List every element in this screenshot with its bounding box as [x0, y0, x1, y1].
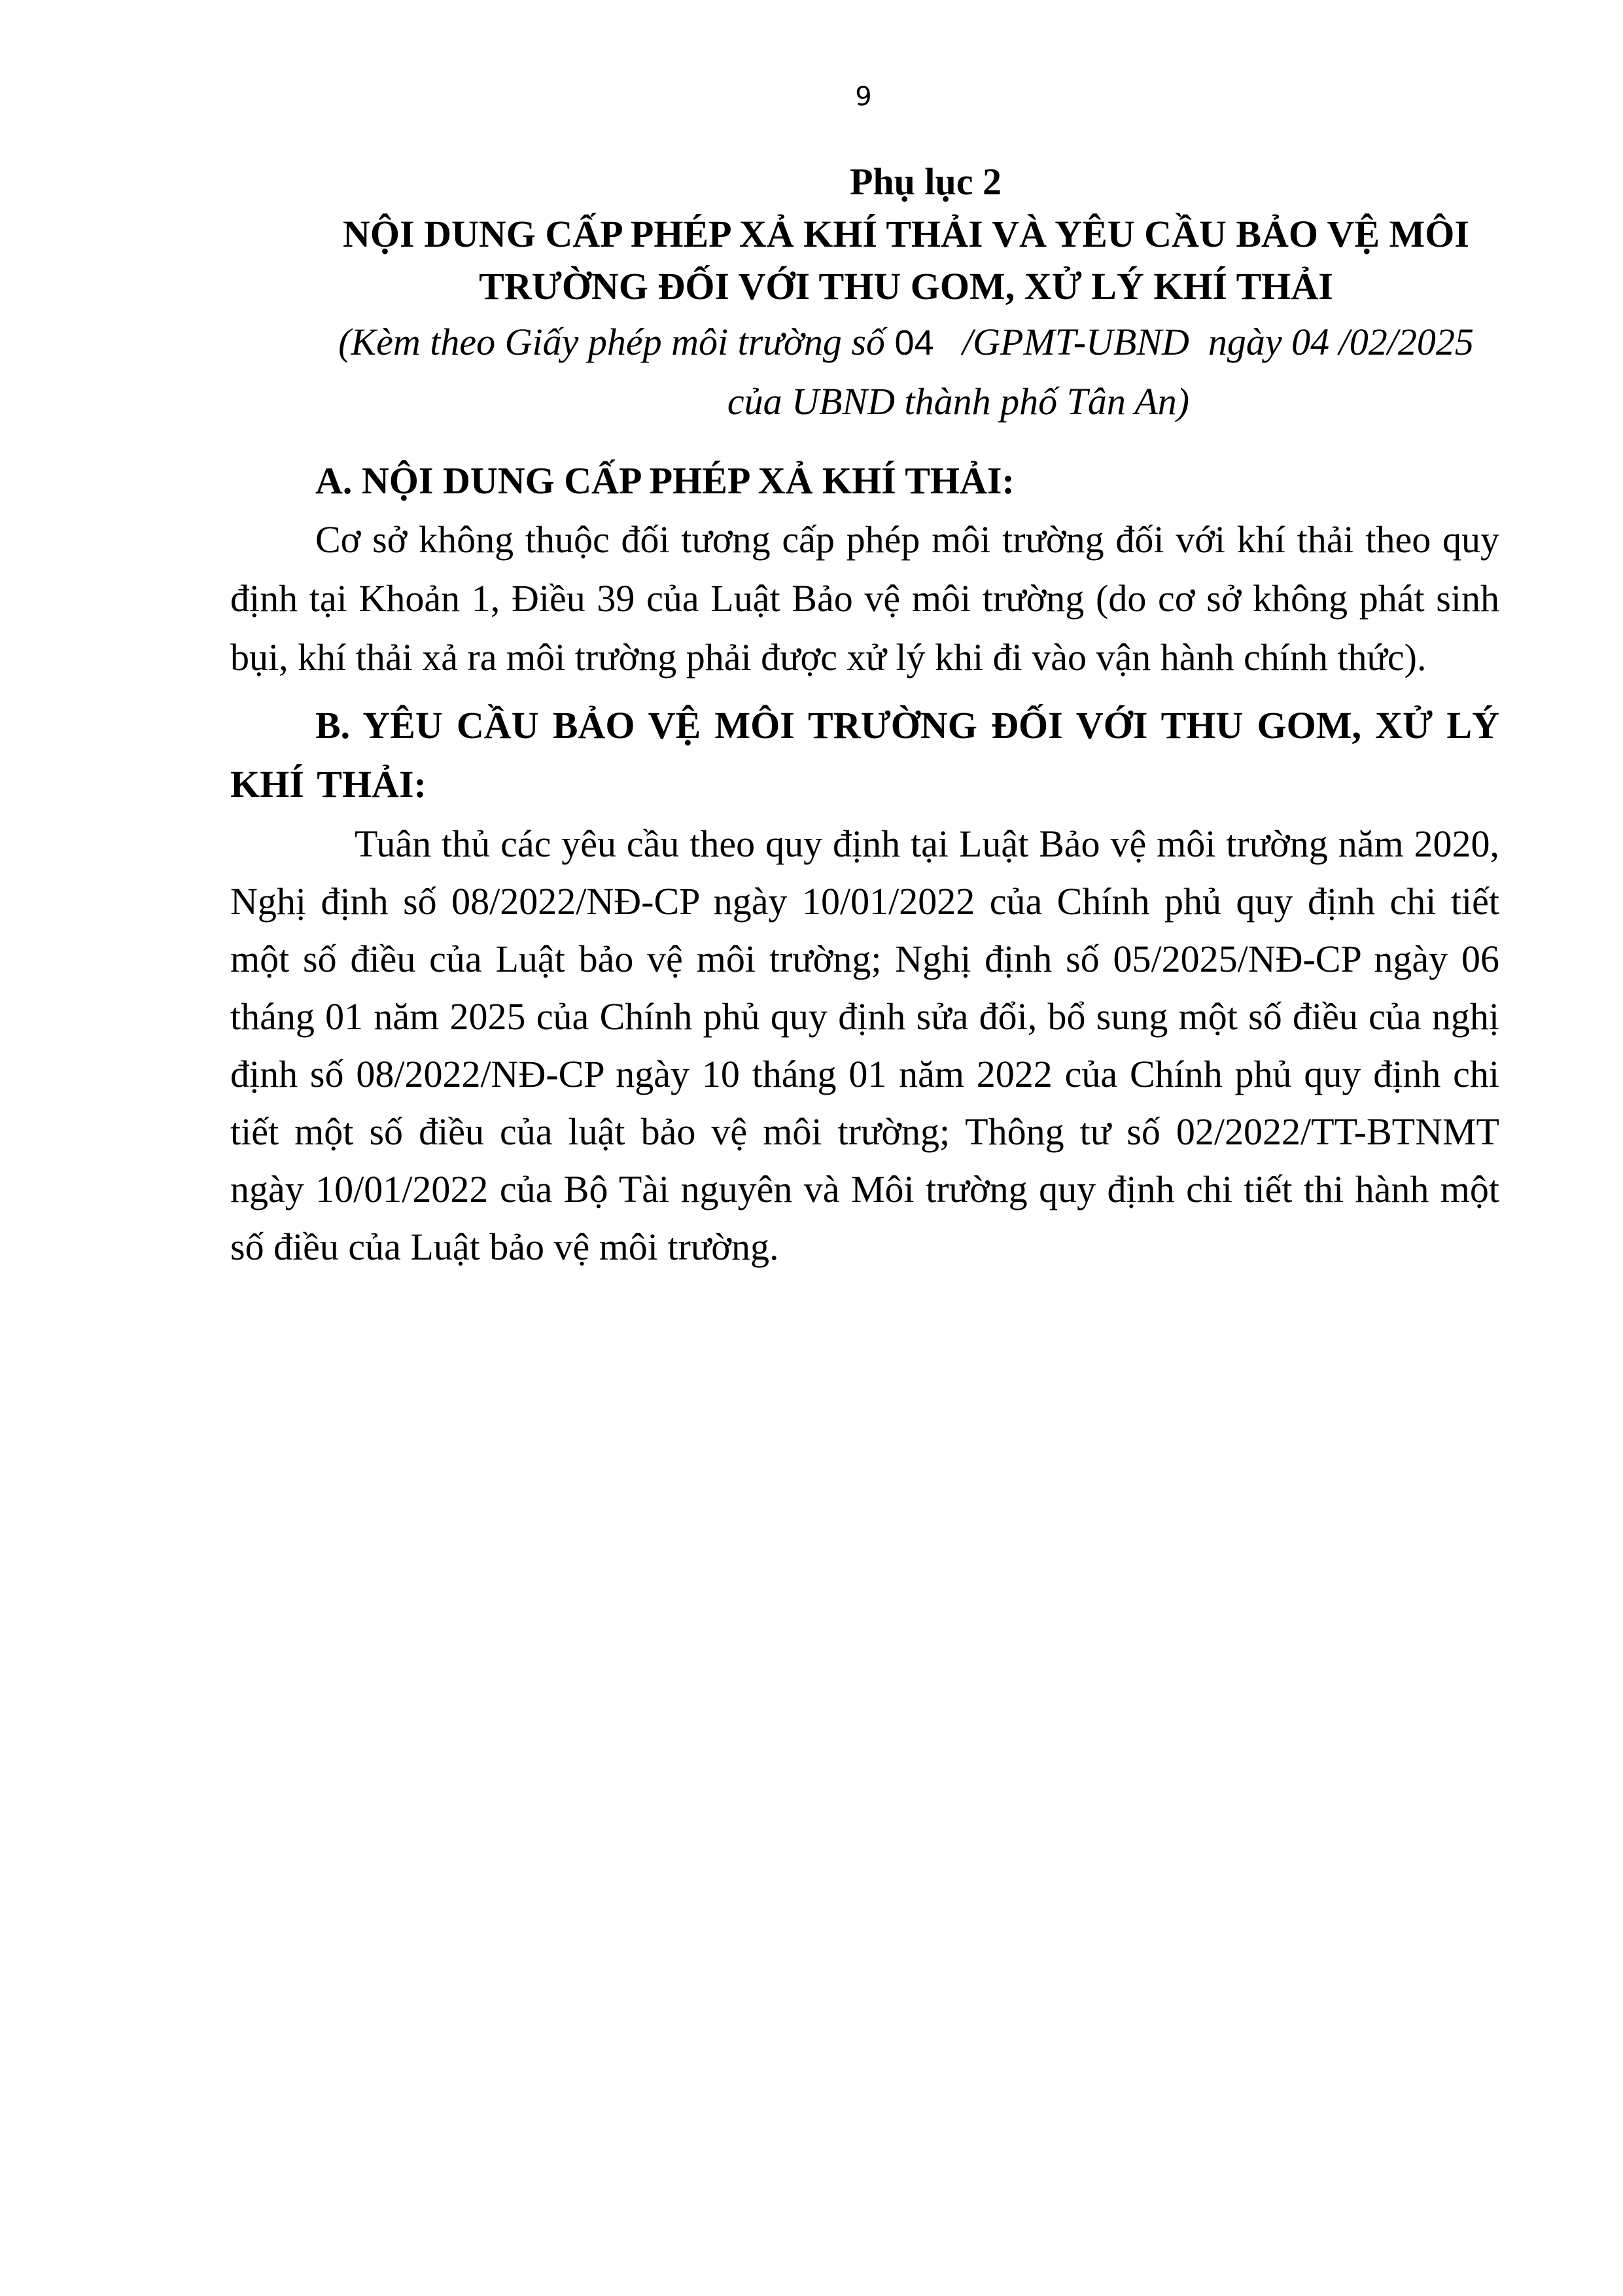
section-a-heading: A. NỘI DUNG CẤP PHÉP XẢ KHÍ THẢI: — [315, 459, 1015, 502]
appendix-header — [249, 156, 1563, 431]
subtitle-prefix: (Kèm theo Giấy phép môi trường số — [338, 321, 895, 363]
section-b-body: Tuân thủ các yêu cầu theo quy định tại Luật Bảo vệ môi trường năm 2020, Nghị định số 08/2022/NĐ-CP ngày 10/01/2022 của Chính phủ quy định chi tiết một số điều của Luật bảo vệ môi trường; Nghị định số 05/2025/NĐ-CP ngày 06 tháng 01 năm 2025 của Chính phủ quy định sửa đổi, bổ sung một số điều của nghị định số 08/2022/NĐ-CP ngày 10 tháng 01 năm 2022 của Chính phủ quy định chi tiết một số điều của luật bảo vệ môi trường; Thông tư số 02/2022/TT-BTNMT ngày 10/01/2022 của Bộ Tài nguyên và Môi trường quy định chi tiết thi hành một số điều của Luật bảo vệ môi trường. — [230, 822, 1499, 1268]
appendix-label: Phụ lục 2 — [849, 160, 1002, 203]
page-number: 9 — [855, 82, 872, 112]
section-a-body: Cơ sở không thuộc đối tương cấp phép môi trường đối với khí thải theo quy định tại Khoản 1, Điều 39 của Luật Bảo vệ môi trường (do cơ sở không phát sinh bụi, khí thải xả ra môi trường phải được xử lý khi đi vào vận hành chính thức). — [230, 518, 1499, 679]
appendix-title-line-1: NỘI DUNG CẤP PHÉP XẢ KHÍ THẢI VÀ YÊU CẦU BẢO VỆ MÔI — [343, 213, 1469, 255]
appendix-title-line-2: TRƯỜNG ĐỐI VỚI THU GOM, XỬ LÝ KHÍ THẢI — [479, 265, 1333, 308]
subtitle-suffix: /GPMT-UBND ngày 04 /02/2025 — [934, 321, 1474, 363]
section-b-heading: B. YÊU CẦU BẢO VỆ MÔI TRƯỜNG ĐỐI VỚI THU GOM, XỬ LÝ KHÍ THẢI: — [230, 704, 1499, 805]
appendix-subtitle-line-2: của UBND thành phố Tân An) — [727, 380, 1190, 423]
document-content — [230, 451, 1499, 1276]
license-number: 04 — [894, 323, 934, 362]
appendix-subtitle-line-1 — [249, 313, 1563, 372]
